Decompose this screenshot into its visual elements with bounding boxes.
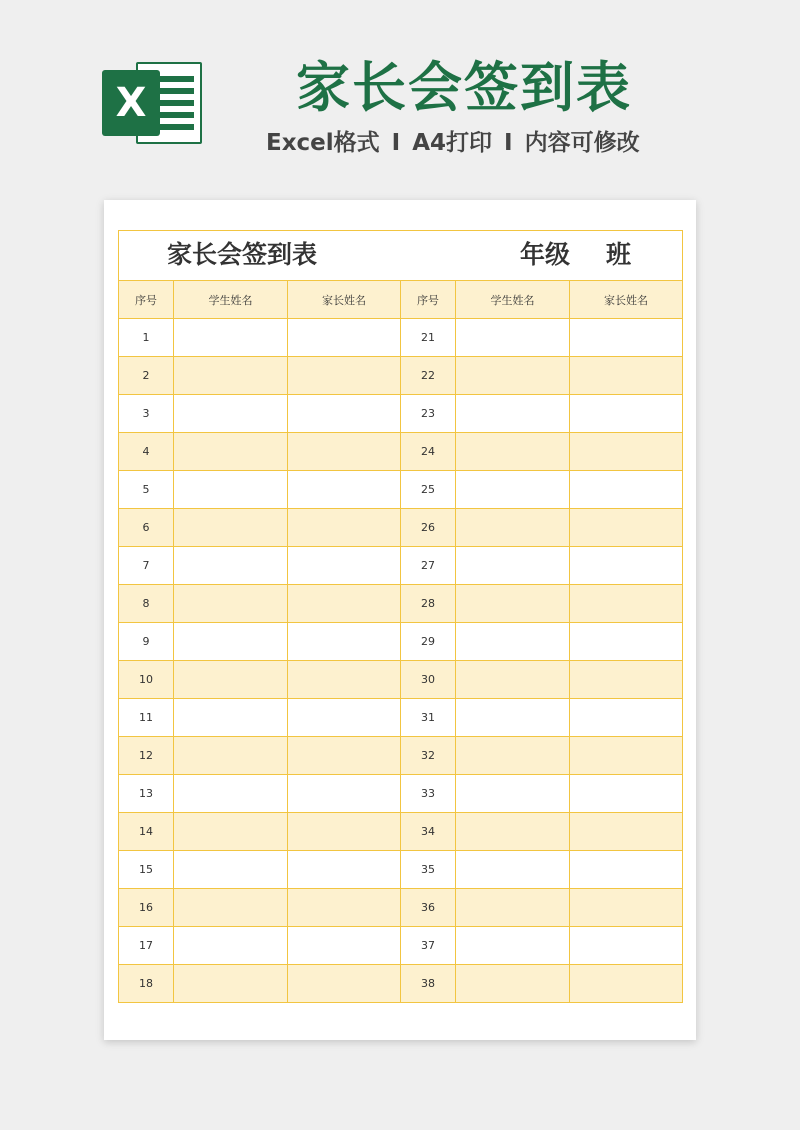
row-number-left: 8 [119,585,174,623]
subtitle-separator: I [391,130,401,156]
table-row [119,889,683,927]
parent-name-cell[interactable] [570,661,683,699]
student-name-cell[interactable] [174,319,288,357]
excel-logo-icon [102,62,202,144]
header-student-name: 学生姓名 [174,281,288,319]
parent-name-cell[interactable] [288,851,401,889]
header-parent-name: 家长姓名 [288,281,401,319]
subtitle [266,128,640,158]
row-number-left: 3 [119,395,174,433]
student-name-cell[interactable] [174,509,288,547]
student-name-cell[interactable] [174,851,288,889]
student-name-cell[interactable] [456,395,570,433]
class-label: 班 [606,240,632,269]
row-number-right: 24 [401,433,456,471]
parent-name-cell[interactable] [570,585,683,623]
row-number-right: 27 [401,547,456,585]
table-row [119,775,683,813]
parent-name-cell[interactable] [570,433,683,471]
table-row [119,509,683,547]
sign-in-table [118,230,683,1003]
row-number-right: 31 [401,699,456,737]
subtitle-editable: 内容可修改 [524,130,640,156]
row-number-left: 10 [119,661,174,699]
grade-label: 年级 [520,240,571,269]
parent-name-cell[interactable] [288,547,401,585]
row-number-left: 12 [119,737,174,775]
student-name-cell[interactable] [456,623,570,661]
student-name-cell[interactable] [456,433,570,471]
parent-name-cell[interactable] [288,585,401,623]
row-number-left: 13 [119,775,174,813]
header-serial: 序号 [119,281,174,319]
page-title: 家长会签到表 [296,56,632,119]
sheet-title-cell [119,231,683,281]
header-row [119,281,683,319]
row-number-left: 14 [119,813,174,851]
row-number-left: 4 [119,433,174,471]
row-number-right: 36 [401,889,456,927]
row-number-left: 1 [119,319,174,357]
parent-name-cell[interactable] [570,889,683,927]
student-name-cell[interactable] [456,699,570,737]
table-row [119,851,683,889]
row-number-right: 32 [401,737,456,775]
table-row [119,547,683,585]
parent-name-cell[interactable] [570,699,683,737]
student-name-cell[interactable] [174,775,288,813]
parent-name-cell[interactable] [288,889,401,927]
sheet-title-row [119,231,683,281]
row-number-right: 26 [401,509,456,547]
student-name-cell[interactable] [174,395,288,433]
sheet-title: 家长会签到表 [167,240,318,269]
parent-name-cell[interactable] [570,965,683,1003]
parent-name-cell[interactable] [288,471,401,509]
table-row [119,357,683,395]
parent-name-cell[interactable] [570,357,683,395]
parent-name-cell[interactable] [288,357,401,395]
parent-name-cell[interactable] [288,395,401,433]
row-number-right: 34 [401,813,456,851]
student-name-cell[interactable] [174,813,288,851]
student-name-cell[interactable] [174,471,288,509]
subtitle-print: A4打印 [412,130,493,156]
parent-name-cell[interactable] [288,927,401,965]
parent-name-cell[interactable] [288,699,401,737]
parent-name-cell[interactable] [288,775,401,813]
parent-name-cell[interactable] [570,395,683,433]
parent-name-cell[interactable] [288,319,401,357]
student-name-cell[interactable] [456,775,570,813]
row-number-left: 16 [119,889,174,927]
parent-name-cell[interactable] [570,547,683,585]
student-name-cell[interactable] [456,889,570,927]
row-number-left: 2 [119,357,174,395]
parent-name-cell[interactable] [288,813,401,851]
student-name-cell[interactable] [174,433,288,471]
student-name-cell[interactable] [456,319,570,357]
student-name-cell[interactable] [456,357,570,395]
parent-name-cell[interactable] [288,661,401,699]
parent-name-cell[interactable] [570,623,683,661]
table-row [119,319,683,357]
student-name-cell[interactable] [456,813,570,851]
subtitle-format: Excel格式 [266,130,380,156]
parent-name-cell[interactable] [570,509,683,547]
parent-name-cell[interactable] [570,775,683,813]
student-name-cell[interactable] [174,661,288,699]
parent-name-cell[interactable] [570,471,683,509]
student-name-cell[interactable] [174,585,288,623]
row-number-left: 7 [119,547,174,585]
row-number-left: 11 [119,699,174,737]
student-name-cell[interactable] [456,851,570,889]
student-name-cell[interactable] [456,509,570,547]
student-name-cell[interactable] [456,965,570,1003]
student-name-cell[interactable] [174,965,288,1003]
student-name-cell[interactable] [456,927,570,965]
row-number-right: 37 [401,927,456,965]
parent-name-cell[interactable] [288,737,401,775]
table-row [119,623,683,661]
row-number-left: 9 [119,623,174,661]
subtitle-separator: I [504,130,513,156]
parent-name-cell[interactable] [288,509,401,547]
row-number-right: 25 [401,471,456,509]
parent-name-cell[interactable] [288,965,401,1003]
row-number-left: 6 [119,509,174,547]
row-number-right: 38 [401,965,456,1003]
parent-name-cell[interactable] [570,813,683,851]
row-number-right: 30 [401,661,456,699]
student-name-cell[interactable] [174,699,288,737]
parent-name-cell[interactable] [570,927,683,965]
student-name-cell[interactable] [456,585,570,623]
table-row [119,699,683,737]
student-name-cell[interactable] [174,737,288,775]
table-row [119,927,683,965]
parent-name-cell[interactable] [570,737,683,775]
banner [0,0,800,200]
header-serial: 序号 [401,281,456,319]
header-student-name: 学生姓名 [456,281,570,319]
student-name-cell[interactable] [456,661,570,699]
row-number-left: 18 [119,965,174,1003]
student-name-cell[interactable] [456,737,570,775]
table-row [119,813,683,851]
table-row [119,661,683,699]
row-number-right: 23 [401,395,456,433]
student-name-cell[interactable] [174,547,288,585]
header-parent-name: 家长姓名 [570,281,683,319]
table-body [119,319,683,1003]
table-row [119,737,683,775]
row-number-right: 33 [401,775,456,813]
table-row [119,585,683,623]
table-row [119,965,683,1003]
row-number-right: 35 [401,851,456,889]
parent-name-cell[interactable] [570,851,683,889]
row-number-right: 29 [401,623,456,661]
logo-letter: X [102,70,160,136]
student-name-cell[interactable] [174,357,288,395]
table-row [119,433,683,471]
row-number-right: 21 [401,319,456,357]
parent-name-cell[interactable] [570,319,683,357]
table-row [119,471,683,509]
student-name-cell[interactable] [456,471,570,509]
parent-name-cell[interactable] [288,623,401,661]
table-row [119,395,683,433]
parent-name-cell[interactable] [288,433,401,471]
row-number-left: 5 [119,471,174,509]
student-name-cell[interactable] [174,927,288,965]
student-name-cell[interactable] [174,623,288,661]
student-name-cell[interactable] [174,889,288,927]
row-number-left: 15 [119,851,174,889]
row-number-left: 17 [119,927,174,965]
row-number-right: 28 [401,585,456,623]
student-name-cell[interactable] [456,547,570,585]
row-number-right: 22 [401,357,456,395]
